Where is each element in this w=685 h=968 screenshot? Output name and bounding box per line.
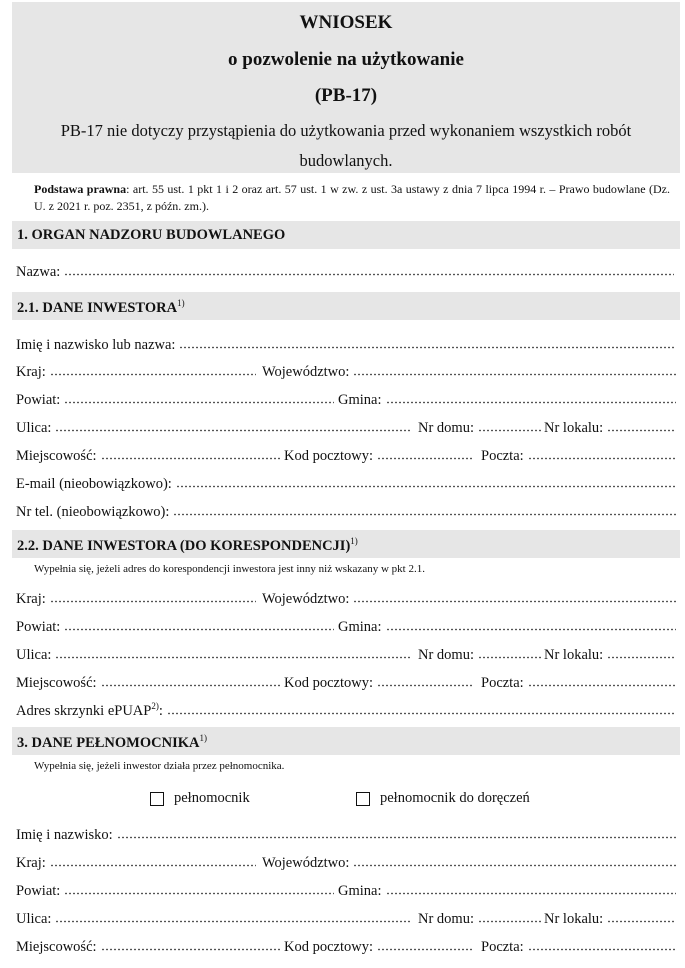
row-corr-powiat bbox=[16, 617, 676, 637]
corr-commune-field[interactable] bbox=[386, 617, 677, 631]
checkbox-label: pełnomocnik bbox=[174, 790, 250, 806]
investor-city-field[interactable] bbox=[101, 446, 280, 460]
form-header bbox=[12, 2, 680, 173]
investor-street-field[interactable] bbox=[55, 418, 412, 432]
field-label: Poczta: bbox=[481, 448, 524, 464]
investor-district-field[interactable] bbox=[64, 390, 334, 404]
corr-post-office-field[interactable] bbox=[528, 673, 676, 687]
section-title: 2.2. DANE INWESTORA (DO KORESPONDENCJI) bbox=[17, 537, 351, 554]
field-label: Nazwa: bbox=[16, 264, 61, 280]
corr-house-no-field[interactable] bbox=[478, 645, 542, 659]
investor-email-field[interactable] bbox=[176, 474, 676, 488]
epuap-label-colon: : bbox=[158, 703, 163, 719]
field-label: Nr domu: bbox=[418, 420, 474, 436]
row-corr-epuap bbox=[16, 701, 676, 721]
organ-name-field[interactable] bbox=[64, 262, 674, 276]
row-investor-tel bbox=[16, 502, 676, 522]
row-investor-ulica bbox=[16, 418, 676, 438]
section-hint: Wypełnia się, jeżeli inwestor działa przez pełnomocnika. bbox=[34, 760, 285, 772]
footnote-ref: 1) bbox=[177, 298, 185, 308]
section-investor bbox=[12, 292, 680, 320]
field-label: Powiat: bbox=[16, 619, 61, 635]
field-label: Województwo: bbox=[262, 855, 350, 871]
form-subtitle: o pozwolenie na użytkowanie bbox=[228, 49, 464, 70]
checkbox-pelnomocnik-doreczen[interactable] bbox=[356, 790, 530, 807]
field-label: Kraj: bbox=[16, 364, 46, 380]
corr-postcode-field[interactable] bbox=[377, 673, 474, 687]
field-label: Gmina: bbox=[338, 619, 382, 635]
field-label: Ulica: bbox=[16, 647, 52, 663]
corr-city-field[interactable] bbox=[101, 673, 280, 687]
proxy-post-office-field[interactable] bbox=[528, 937, 676, 951]
field-label: Nr lokalu: bbox=[544, 420, 604, 436]
footnote-ref: 1) bbox=[350, 536, 358, 546]
field-label: Nr lokalu: bbox=[544, 647, 604, 663]
row-corr-ulica bbox=[16, 645, 676, 665]
epuap-label-text: Adres skrzynki ePUAP bbox=[16, 703, 152, 719]
field-label: Kraj: bbox=[16, 855, 46, 871]
checkbox-label: pełnomocnik do doręczeń bbox=[380, 790, 530, 806]
field-label: Ulica: bbox=[16, 911, 52, 927]
field-label: Gmina: bbox=[338, 392, 382, 408]
investor-country-field[interactable] bbox=[50, 362, 256, 376]
field-label: Kod pocztowy: bbox=[284, 675, 373, 691]
field-label: Kod pocztowy: bbox=[284, 448, 373, 464]
proxy-house-no-field[interactable] bbox=[478, 909, 542, 923]
corr-street-field[interactable] bbox=[55, 645, 412, 659]
field-label bbox=[16, 701, 163, 720]
section-proxy bbox=[12, 727, 680, 755]
section-title: 3. DANE PEŁNOMOCNIKA bbox=[17, 734, 200, 751]
row-investor-email bbox=[16, 474, 676, 494]
proxy-country-field[interactable] bbox=[50, 853, 256, 867]
checkbox-square-icon[interactable] bbox=[150, 792, 164, 806]
field-label: E-mail (nieobowiązkowo): bbox=[16, 476, 172, 492]
field-label: Miejscowość: bbox=[16, 448, 97, 464]
corr-voivodeship-field[interactable] bbox=[353, 589, 676, 603]
row-investor-kraj bbox=[16, 362, 676, 382]
row-proxy-ulica bbox=[16, 909, 676, 929]
field-label: Nr tel. (nieobowiązkowo): bbox=[16, 504, 170, 520]
field-label: Kod pocztowy: bbox=[284, 939, 373, 955]
field-label: Województwo: bbox=[262, 591, 350, 607]
investor-post-office-field[interactable] bbox=[528, 446, 676, 460]
row-organ-nazwa bbox=[16, 262, 676, 282]
row-proxy-kraj bbox=[16, 853, 676, 873]
proxy-name-field[interactable] bbox=[117, 825, 676, 839]
proxy-district-field[interactable] bbox=[64, 881, 334, 895]
section-investor-correspondence bbox=[12, 530, 680, 558]
proxy-flat-no-field[interactable] bbox=[607, 909, 676, 923]
field-label: Miejscowość: bbox=[16, 939, 97, 955]
corr-country-field[interactable] bbox=[50, 589, 256, 603]
investor-flat-no-field[interactable] bbox=[607, 418, 676, 432]
corr-flat-no-field[interactable] bbox=[607, 645, 676, 659]
field-label: Powiat: bbox=[16, 392, 61, 408]
form-code: (PB-17) bbox=[314, 85, 378, 106]
checkbox-square-icon[interactable] bbox=[356, 792, 370, 806]
section-hint: Wypełnia się, jeżeli adres do korespondencji inwestora jest inny niż wskazany w pkt 2.1. bbox=[34, 563, 425, 575]
corr-district-field[interactable] bbox=[64, 617, 334, 631]
field-label: Powiat: bbox=[16, 883, 61, 899]
corr-epuap-field[interactable] bbox=[167, 701, 676, 715]
investor-house-no-field[interactable] bbox=[478, 418, 542, 432]
form-title: WNIOSEK bbox=[299, 12, 393, 33]
section-title: 2.1. DANE INWESTORA bbox=[17, 299, 178, 316]
field-label: Województwo: bbox=[262, 364, 350, 380]
proxy-voivodeship-field[interactable] bbox=[353, 853, 676, 867]
row-proxy-powiat bbox=[16, 881, 676, 901]
row-corr-miejscowosc bbox=[16, 673, 676, 693]
proxy-postcode-field[interactable] bbox=[377, 937, 474, 951]
row-proxy-miejscowosc bbox=[16, 937, 676, 957]
legal-basis bbox=[34, 181, 670, 215]
row-investor-powiat bbox=[16, 390, 676, 410]
field-label: Nr domu: bbox=[418, 647, 474, 663]
field-label: Nr domu: bbox=[418, 911, 474, 927]
footnote-ref: 2) bbox=[151, 701, 159, 712]
proxy-street-field[interactable] bbox=[55, 909, 412, 923]
field-label: Nr lokalu: bbox=[544, 911, 604, 927]
legal-basis-label: Podstawa prawna bbox=[34, 182, 127, 196]
field-label: Poczta: bbox=[481, 675, 524, 691]
row-proxy-name bbox=[16, 825, 676, 845]
investor-phone-field[interactable] bbox=[173, 502, 676, 516]
row-corr-kraj bbox=[16, 589, 676, 609]
field-label: Gmina: bbox=[338, 883, 382, 899]
investor-postcode-field[interactable] bbox=[377, 446, 474, 460]
form-note: PB-17 nie dotyczy przystąpienia do użytkowania przed wykonaniem wszystkich robót budowlanych. bbox=[60, 121, 632, 170]
section-organ bbox=[12, 221, 680, 249]
investor-name-field[interactable] bbox=[179, 335, 676, 349]
field-label: Ulica: bbox=[16, 420, 52, 436]
proxy-city-field[interactable] bbox=[101, 937, 280, 951]
proxy-type-options bbox=[0, 788, 685, 810]
row-investor-name bbox=[16, 335, 676, 355]
checkbox-pelnomocnik[interactable] bbox=[150, 790, 250, 807]
investor-commune-field[interactable] bbox=[386, 390, 677, 404]
footnote-ref: 1) bbox=[199, 733, 207, 743]
field-label: Poczta: bbox=[481, 939, 524, 955]
investor-voivodeship-field[interactable] bbox=[353, 362, 676, 376]
field-label: Kraj: bbox=[16, 591, 46, 607]
field-label: Imię i nazwisko lub nazwa: bbox=[16, 337, 176, 353]
row-investor-miejscowosc bbox=[16, 446, 676, 466]
legal-basis-text: : art. 55 ust. 1 pkt 1 i 2 oraz art. 57 ust. 1 w zw. z ust. 3a ustawy z dnia 7 lipca 1994 r. – Prawo budowlane (Dz. U. z 2021 r. poz. 2351, z późn. zm.). bbox=[34, 182, 670, 213]
field-label: Imię i nazwisko: bbox=[16, 827, 113, 843]
proxy-commune-field[interactable] bbox=[386, 881, 677, 895]
section-title: 1. ORGAN NADZORU BUDOWLANEGO bbox=[17, 227, 286, 243]
field-label: Miejscowość: bbox=[16, 675, 97, 691]
